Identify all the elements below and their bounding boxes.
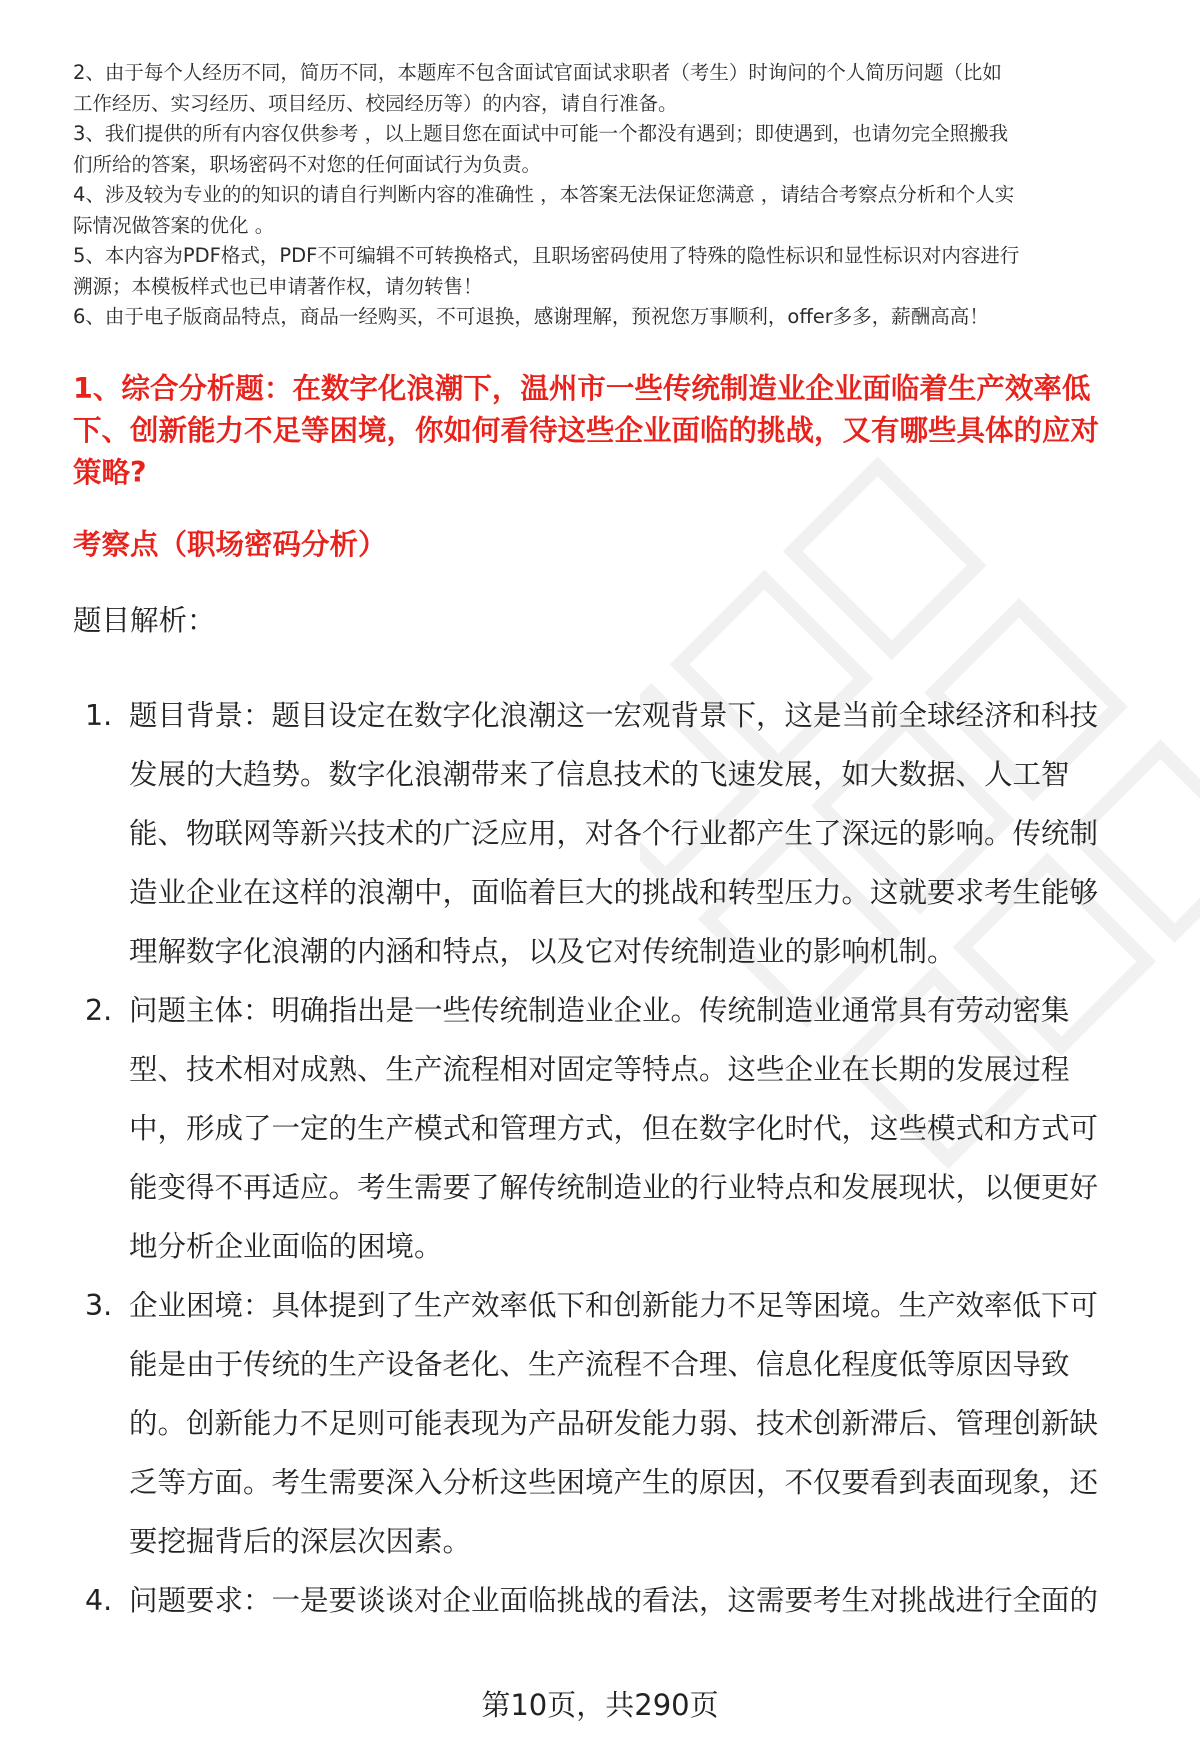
text-line: 中，形成了一定的生产模式和管理方式，但在数字化时代，这些模式和方式可 <box>129 1112 1099 1145</box>
note-line: 2、由于每个人经历不同，简历不同，本题库不包含面试官面试求职者（考生）时询问的个人简历问题（比如 <box>73 61 1002 84</box>
list-item <box>73 1571 1153 1630</box>
list-item-text <box>129 1276 1153 1571</box>
list-item <box>73 981 1153 1276</box>
list-item-number: 2. <box>85 994 113 1027</box>
note-line: 4、涉及较为专业的的知识的请自行判断内容的准确性 ，本答案无法保证您满意 ，请结合考察点分析和个人实 <box>73 183 1015 206</box>
page-footer: 第10页，共290页 <box>481 1688 719 1722</box>
note-line: 们所给的答案，职场密码不对您的任何面试行为负责。 <box>73 152 542 176</box>
question-line: 策略? <box>73 456 147 489</box>
text-line: 问题主体：明确指出是一些传统制造业企业。传统制造业通常具有劳动密集 <box>129 994 1070 1027</box>
text-line: 的。创新能力不足则可能表现为产品研发能力弱、技术创新滞后、管理创新缺 <box>129 1407 1099 1440</box>
text-line: 地分析企业面临的困境。 <box>129 1230 443 1263</box>
text-line: 造业企业在这样的浪潮中，面临着巨大的挑战和转型压力。这就要求考生能够 <box>129 876 1099 909</box>
note-line: 溯源；本模板样式也已申请著作权，请勿转售！ <box>73 274 483 298</box>
note-line: 6、由于电子版商品特点，商品一经购买，不可退换，感谢理解，预祝您万事顺利，offer多多，薪酬高高！ <box>73 305 989 328</box>
text-line: 题目背景：题目设定在数字化浪潮这一宏观背景下，这是当前全球经济和科技 <box>129 699 1099 732</box>
list-item <box>73 686 1153 981</box>
note-line: 际情况做答案的优化 。 <box>73 213 275 237</box>
list-item-text <box>129 981 1153 1276</box>
question-line: 1、综合分析题：在数字化浪潮下，温州市一些传统制造业企业面临着生产效率低 <box>73 372 1091 405</box>
text-line: 理解数字化浪潮的内涵和特点，以及它对传统制造业的影响机制。 <box>129 935 956 968</box>
list-item-number: 1. <box>85 699 113 732</box>
text-line: 能变得不再适应。考生需要了解传统制造业的行业特点和发展现状，以便更好 <box>129 1171 1099 1204</box>
list-item-number: 4. <box>85 1584 113 1617</box>
note-line: 工作经历、实习经历、项目经历、校园经历等）的内容，请自行准备。 <box>73 91 678 115</box>
list-item <box>73 1276 1153 1571</box>
question-line: 下、创新能力不足等困境，你如何看待这些企业面临的挑战，又有哪些具体的应对 <box>73 414 1100 447</box>
analysis-list <box>73 686 1153 1630</box>
text-line: 型、技术相对成熟、生产流程相对固定等特点。这些企业在长期的发展过程 <box>129 1053 1070 1086</box>
text-line: 要挖掘背后的深层次因素。 <box>129 1525 472 1558</box>
list-item-text <box>129 1571 1153 1630</box>
list-item-number: 3. <box>85 1289 113 1322</box>
question-heading <box>73 368 1153 494</box>
text-line: 问题要求：一是要谈谈对企业面临挑战的看法，这需要考生对挑战进行全面的 <box>129 1584 1099 1617</box>
text-line: 能是由于传统的生产设备老化、生产流程不合理、信息化程度低等原因导致 <box>129 1348 1070 1381</box>
text-line: 发展的大趋势。数字化浪潮带来了信息技术的飞速发展，如大数据、人工智 <box>129 758 1070 791</box>
analysis-subtitle: 题目解析： <box>73 604 216 637</box>
list-item-text <box>129 686 1153 981</box>
notes-block <box>73 58 1163 333</box>
note-line: 3、我们提供的所有内容仅供参考 ，以上题目您在面试中可能一个都没有遇到；即使遇到，也请勿完全照搬我 <box>73 122 1009 145</box>
text-line: 能、物联网等新兴技术的广泛应用，对各个行业都产生了深远的影响。传统制 <box>129 817 1099 850</box>
note-line: 5、本内容为PDF格式，PDF不可编辑不可转换格式，且职场密码使用了特殊的隐性标识和显性标识对内容进行 <box>73 244 1020 267</box>
text-line: 企业困境：具体提到了生产效率低下和创新能力不足等困境。生产效率低下可 <box>129 1289 1099 1322</box>
section-title: 考察点（职场密码分析） <box>73 528 387 561</box>
text-line: 乏等方面。考生需要深入分析这些困境产生的原因，不仅要看到表面现象，还 <box>129 1466 1099 1499</box>
